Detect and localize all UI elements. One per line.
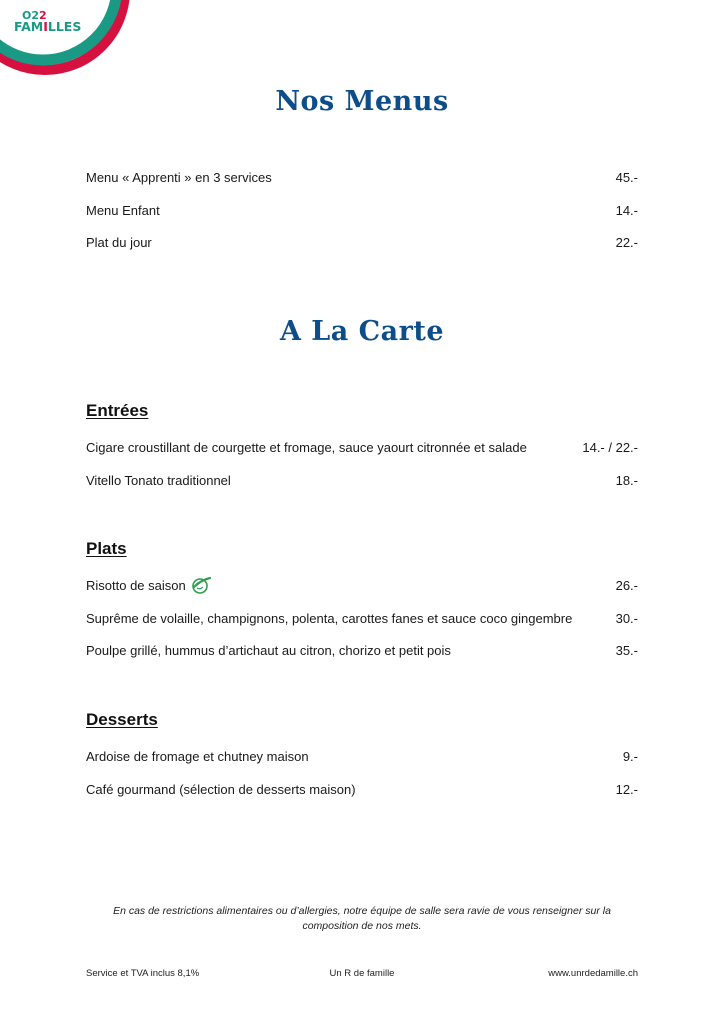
dish-name-wrap bbox=[86, 576, 212, 594]
allergy-note: En cas de restrictions alimentaires ou d’allergies, notre équipe de salle sera ravie de vous renseigner sur la composition de nos mets. bbox=[113, 905, 611, 932]
dish-name: Ardoise de fromage et chutney maison bbox=[86, 748, 309, 764]
vegetarian-leaf-icon bbox=[190, 576, 212, 594]
logo-text-part: LLES bbox=[47, 19, 82, 34]
dish-price: 12.- bbox=[615, 781, 638, 797]
logo-text-accent: 2 bbox=[39, 9, 47, 22]
section-heading-entrees: Entrées bbox=[86, 401, 149, 420]
footer-service-tax: Service et TVA inclus 8,1% bbox=[86, 968, 200, 979]
logo bbox=[0, 0, 130, 90]
dish-item bbox=[86, 471, 638, 489]
dish-item bbox=[86, 780, 638, 798]
logo-text-part: O2 bbox=[22, 9, 40, 22]
carte-title: A La Carte bbox=[279, 316, 445, 347]
menu-item-price: 22.- bbox=[615, 234, 638, 250]
dish-item bbox=[86, 641, 638, 659]
footer-website-link[interactable]: www.unrdedamille.ch bbox=[548, 968, 638, 979]
dish-item bbox=[86, 576, 638, 594]
menu-item-name: Plat du jour bbox=[86, 234, 152, 250]
dish-item bbox=[86, 747, 638, 765]
section-heading-plats: Plats bbox=[86, 539, 127, 558]
menu-item bbox=[86, 233, 638, 251]
footer bbox=[86, 968, 638, 979]
logo-text-part: FAM bbox=[14, 19, 44, 34]
menu-item-price: 45.- bbox=[615, 169, 638, 185]
dish-price: 18.- bbox=[615, 472, 638, 488]
menu-item-name: Menu « Apprenti » en 3 services bbox=[86, 169, 272, 185]
dish-name: Risotto de saison bbox=[86, 577, 186, 593]
dish-name: Cigare croustillant de courgette et fromage, sauce yaourt citronnée et salade bbox=[86, 439, 527, 455]
dish-price: 14.- / 22.- bbox=[582, 439, 638, 455]
dish-price: 26.- bbox=[615, 577, 638, 593]
logo-wordmark bbox=[14, 10, 81, 32]
logo-text-accent: I bbox=[43, 19, 48, 34]
dish-price: 30.- bbox=[615, 610, 638, 626]
dish-name: Café gourmand (sélection de desserts maison) bbox=[86, 781, 356, 797]
footer-restaurant-name: Un R de famille bbox=[329, 968, 395, 979]
menu-item bbox=[86, 201, 638, 219]
dish-name: Poulpe grillé, hummus d’artichaut au citron, chorizo et petit pois bbox=[86, 642, 451, 658]
dish-price: 9.- bbox=[622, 748, 638, 764]
dish-name: Vitello Tonato traditionnel bbox=[86, 472, 231, 488]
dish-item bbox=[86, 609, 638, 627]
menu-item-price: 14.- bbox=[615, 202, 638, 218]
menu-item-name: Menu Enfant bbox=[86, 202, 160, 218]
menu-item bbox=[86, 168, 638, 186]
section-heading-desserts: Desserts bbox=[86, 710, 158, 729]
menus-title: Nos Menus bbox=[275, 86, 449, 117]
dish-price: 35.- bbox=[615, 642, 638, 658]
dish-item bbox=[86, 438, 638, 456]
dish-name: Suprême de volaille, champignons, polenta, carottes fanes et sauce coco gingembre bbox=[86, 610, 573, 626]
